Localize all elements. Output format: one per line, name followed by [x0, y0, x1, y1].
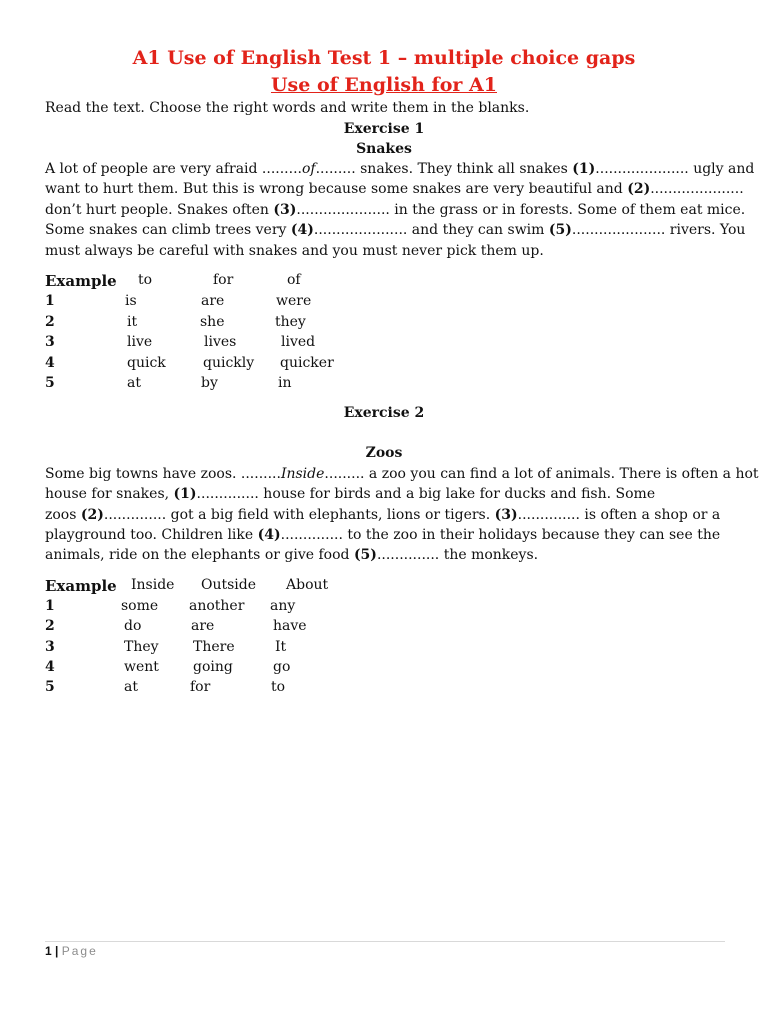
gap-number: (2) [627, 181, 651, 197]
option-label: 2 [45, 314, 55, 330]
text-segment: A lot of people are very afraid ......... [45, 161, 302, 177]
text-segment: animals, ride on the elephants or give food [45, 547, 354, 563]
option-b: There [193, 639, 235, 655]
example-answer: Inside [280, 466, 325, 482]
example-answer: of [301, 161, 316, 177]
option-c: were [276, 293, 312, 309]
text-segment: ..................... in the grass or in forests. Some of them eat mice. [296, 202, 746, 218]
option-label: 5 [45, 679, 55, 695]
option-a: some [121, 598, 159, 614]
option-c: lived [281, 334, 316, 350]
page-word: Page [61, 944, 98, 958]
option-b: Outside [201, 577, 257, 593]
option-a: Inside [131, 577, 175, 593]
option-a: They [124, 639, 159, 655]
page-subtitle: Use of English for A1 [270, 74, 497, 96]
footer-separator: | [55, 944, 59, 958]
option-label: Example [45, 577, 117, 595]
option-b: for [213, 272, 234, 288]
text-segment: Some big towns have zoos. ......... [45, 466, 281, 482]
exercise1-heading: Exercise 1 [343, 121, 425, 137]
option-label: 1 [45, 293, 55, 309]
option-a: live [127, 334, 153, 350]
option-b: lives [204, 334, 237, 350]
option-a: do [124, 618, 142, 634]
text-segment: ..................... rivers. You [571, 222, 746, 238]
option-b: quickly [203, 355, 255, 371]
gap-number: (4) [290, 222, 314, 238]
gap-number: (2) [80, 507, 104, 523]
text-segment: ..................... [650, 181, 744, 197]
option-b: are [201, 293, 225, 309]
text-segment: ..................... ugly and [595, 161, 755, 177]
text-segment: .............. is often a shop or a [517, 507, 721, 523]
option-c: to [271, 679, 286, 695]
option-c: About [286, 577, 329, 593]
option-c: in [278, 375, 292, 391]
text-segment: ......... snakes. They think all snakes [315, 161, 573, 177]
exercise2-line-4 [45, 527, 720, 543]
text-segment: .............. house for birds and a big lake for ducks and fish. Some [196, 486, 656, 502]
option-c: they [275, 314, 306, 330]
exercise1-line-4 [45, 222, 745, 238]
option-b: going [193, 659, 233, 675]
gap-number: (4) [257, 527, 281, 543]
option-label: 3 [45, 639, 55, 655]
exercise1-line-5 [45, 243, 544, 259]
gap-number: (5) [548, 222, 572, 238]
exercise2-line-5 [45, 547, 538, 563]
exercise2-line-2 [45, 486, 655, 502]
exercise1-text-title: Snakes [356, 141, 412, 157]
option-a: to [138, 272, 153, 288]
text-segment: .............. the monkeys. [376, 547, 539, 563]
exercise1-line-3 [45, 202, 745, 218]
option-b: for [190, 679, 211, 695]
text-segment: .............. to the zoo in their holidays because they can see the [280, 527, 721, 543]
exercise2-line-3 [45, 507, 720, 523]
option-c: It [275, 639, 287, 655]
text-segment: must always be careful with snakes and you must never pick them up. [45, 243, 544, 259]
text-segment: playground too. Children like [45, 527, 258, 543]
option-c: any [270, 598, 296, 614]
page-number: 1 [45, 944, 52, 958]
option-label: 5 [45, 375, 55, 391]
option-c: of [287, 272, 301, 288]
exercise2-text-title: Zoos [365, 445, 403, 461]
text-segment: house for snakes, [45, 486, 174, 502]
text-segment: don’t hurt people. Snakes often [45, 202, 274, 218]
option-a: at [124, 679, 138, 695]
text-segment: ..................... and they can swim [313, 222, 549, 238]
option-b: she [200, 314, 225, 330]
option-a: at [127, 375, 141, 391]
text-segment: want to hurt them. But this is wrong because some snakes are very beautiful and [45, 181, 628, 197]
exercise2-line-1 [45, 466, 759, 482]
gap-number: (1) [572, 161, 596, 177]
option-label: 4 [45, 355, 55, 371]
text-segment: zoos [45, 507, 81, 523]
option-a: it [127, 314, 138, 330]
option-c: have [273, 618, 307, 634]
option-b: by [201, 375, 218, 391]
option-label: 2 [45, 618, 55, 634]
option-a: quick [127, 355, 166, 371]
option-b: are [191, 618, 215, 634]
gap-number: (1) [173, 486, 197, 502]
option-b: another [189, 598, 245, 614]
page-footer [45, 944, 98, 958]
option-c: go [273, 659, 291, 675]
gap-number: (3) [494, 507, 518, 523]
text-segment: Some snakes can climb trees very [45, 222, 291, 238]
option-label: Example [45, 272, 117, 290]
option-label: 3 [45, 334, 55, 350]
text-segment: ......... a zoo you can find a lot of animals. There is often a hot [324, 466, 759, 482]
text-segment: .............. got a big field with elephants, lions or tigers. [103, 507, 495, 523]
footer-divider [45, 941, 725, 942]
option-c: quicker [280, 355, 334, 371]
option-label: 4 [45, 659, 55, 675]
option-label: 1 [45, 598, 55, 614]
option-a: went [124, 659, 159, 675]
exercise1-line-2 [45, 181, 744, 197]
page-title: A1 Use of English Test 1 – multiple choice gaps [132, 47, 636, 69]
gap-number: (3) [273, 202, 297, 218]
exercise2-heading: Exercise 2 [343, 405, 425, 421]
exercise1-line-1 [45, 161, 754, 177]
gap-number: (5) [353, 547, 377, 563]
instructions: Read the text. Choose the right words and write them in the blanks. [45, 100, 530, 116]
option-a: is [125, 293, 137, 309]
